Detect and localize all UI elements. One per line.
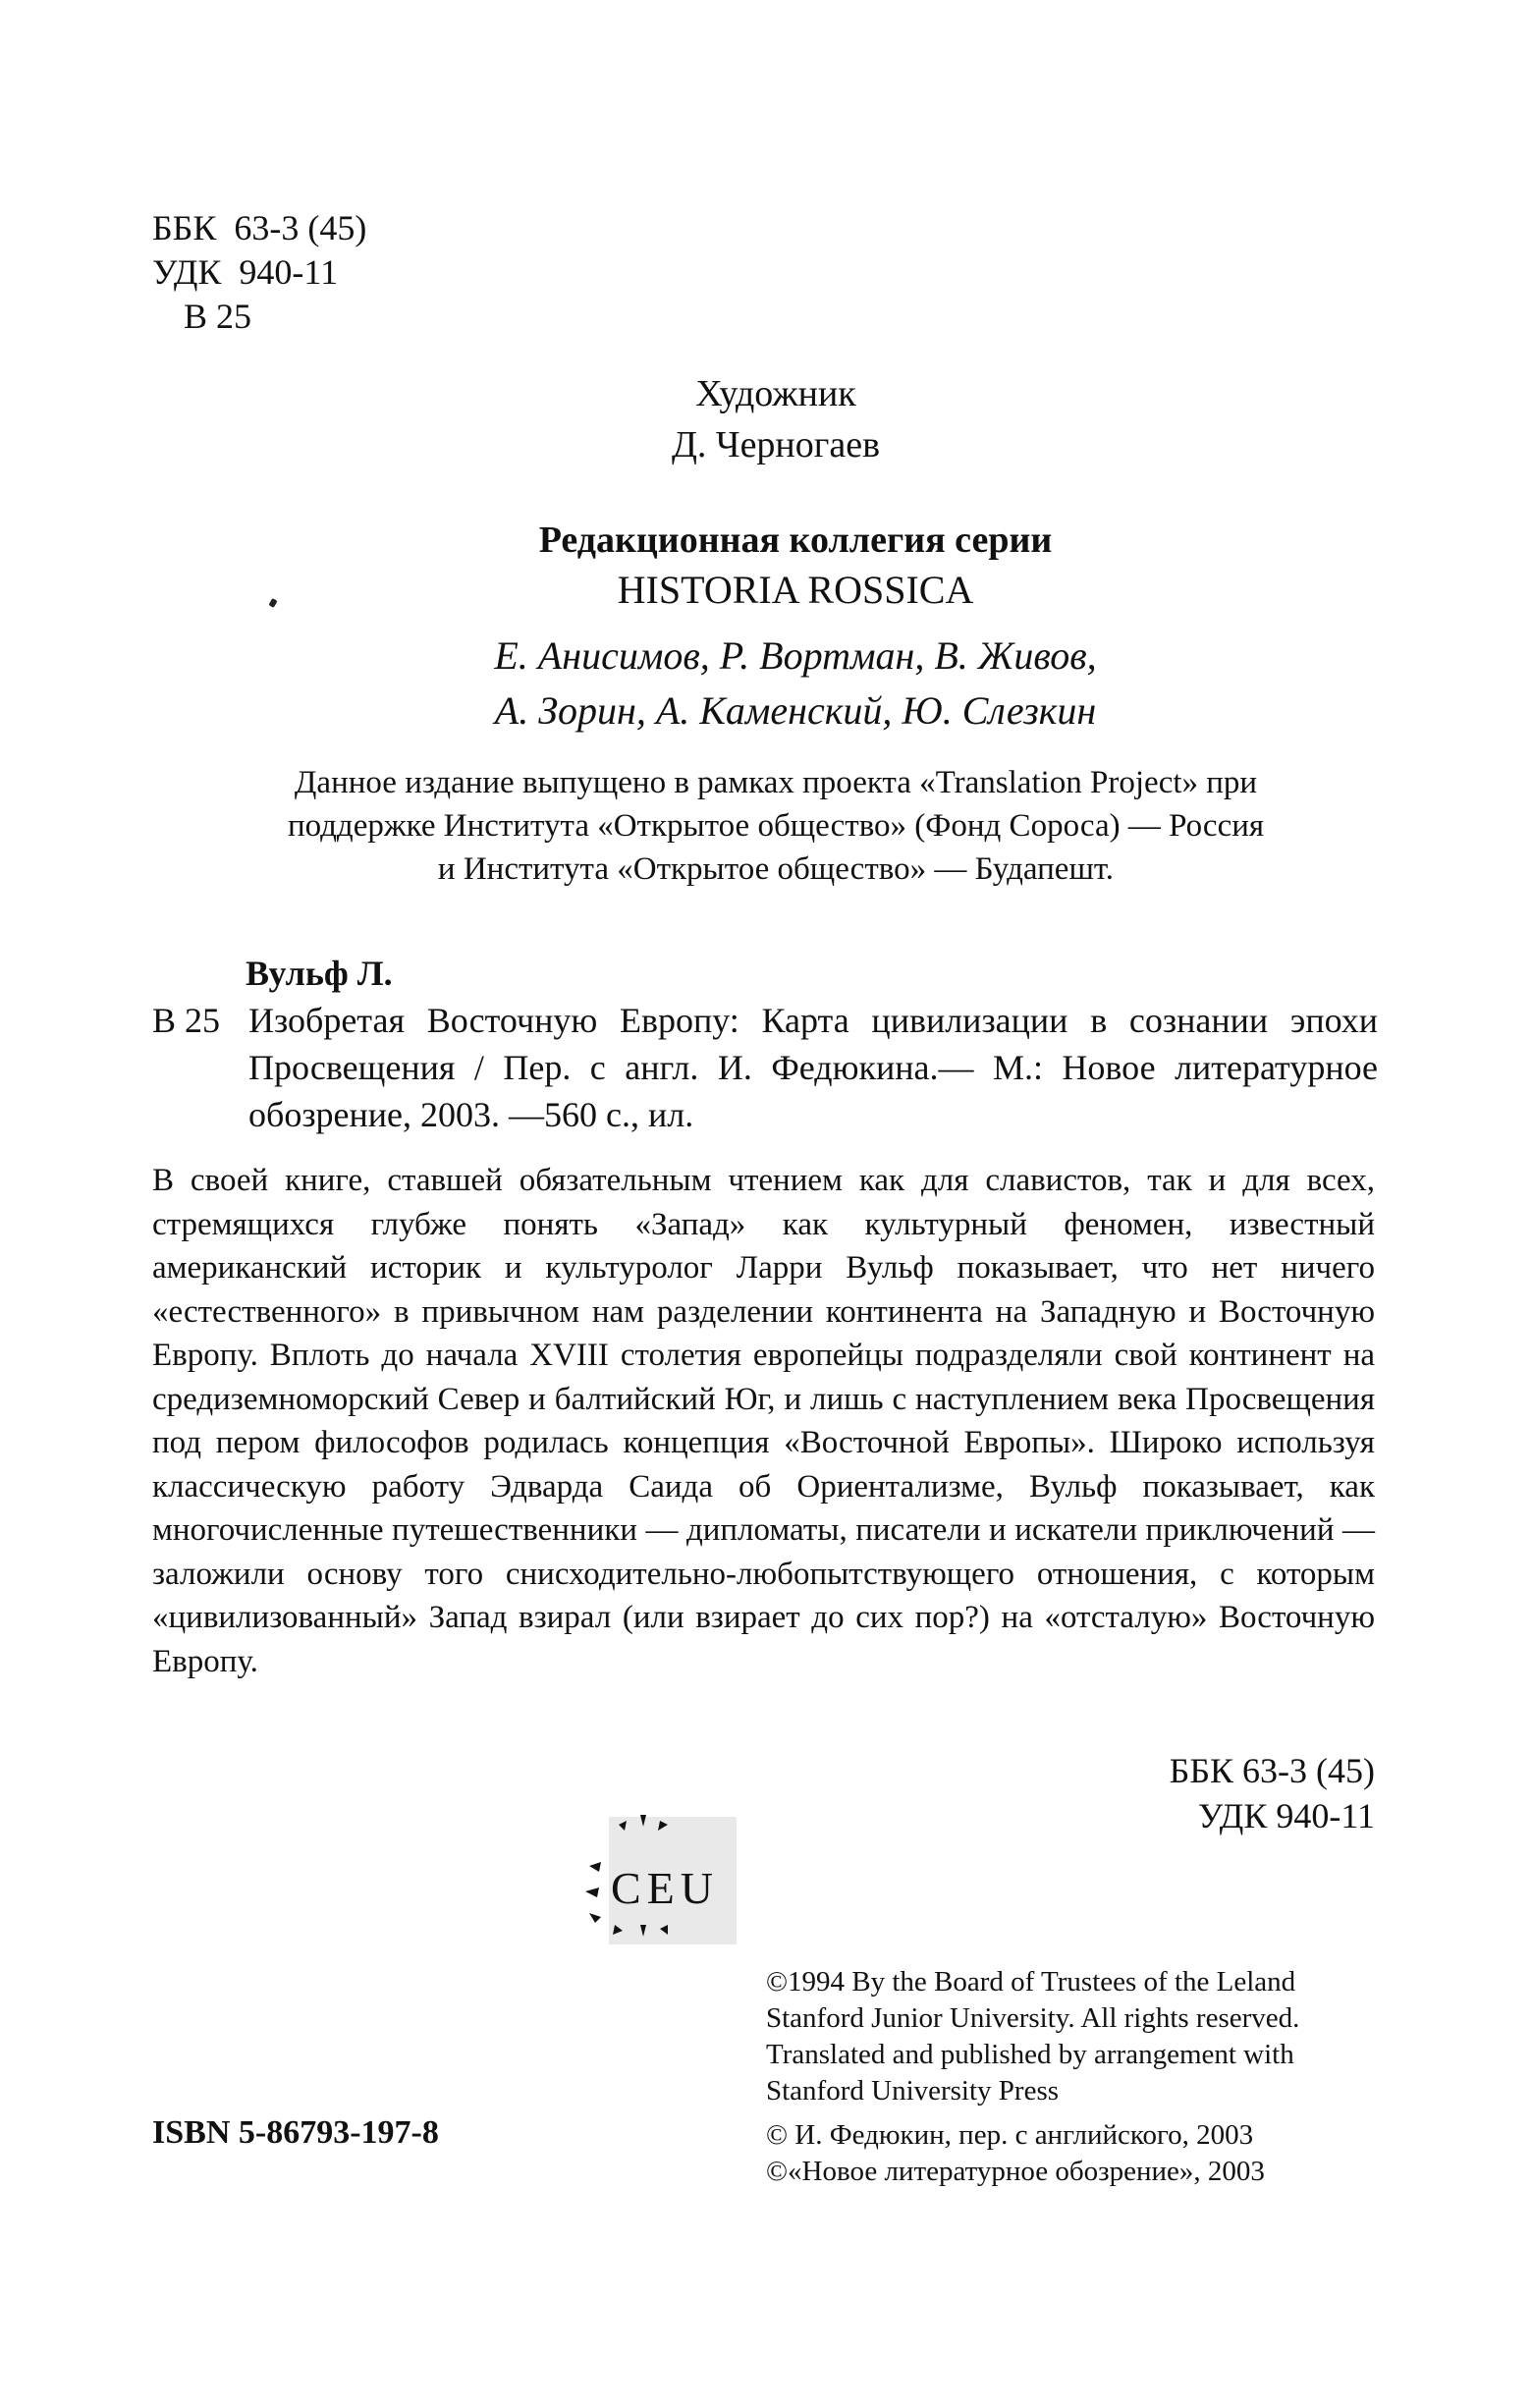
funding-line-3: и Института «Открытое общество» — Будапешт. bbox=[437, 851, 1115, 887]
copyright-stanford-2: Stanford Junior University. All rights reserved. bbox=[766, 2002, 1300, 2034]
isbn: ISBN 5-86793-197-8 bbox=[152, 2114, 439, 2151]
udk-code-right: УДК 940-11 bbox=[1197, 1796, 1375, 1835]
artist-label: Художник bbox=[695, 373, 856, 414]
abstract bbox=[152, 1159, 1375, 1683]
bibliography-author: Вульф Л. bbox=[246, 954, 393, 993]
bibliography-code: В 25 bbox=[152, 1001, 221, 1040]
artist-name: Д. Черногаев bbox=[671, 424, 881, 465]
classification-codes-right bbox=[1170, 1748, 1375, 1838]
ceu-logo bbox=[550, 1807, 746, 1954]
copyright-translation: © И. Федюкин, пер. с английского, 2003 bbox=[766, 2119, 1254, 2151]
artist-credit bbox=[0, 368, 1532, 470]
bbk-code: ББК 63-3 (45) bbox=[152, 208, 367, 247]
copyright-block bbox=[766, 1964, 1395, 2190]
bibliography-entry: Изобретая Восточную Европу: Карта цивилизации в сознании эпохи Просвещения / Пер. с англ. И. Федюкина.— М.: Новое литературное обозрение, 2003. —560 с., ил. bbox=[248, 1001, 1378, 1134]
members-line-1: Е. Анисимов, Р. Вортман, В. Живов, bbox=[494, 633, 1097, 678]
funding-line-1: Данное издание выпущено в рамках проекта «Translation Project» при bbox=[294, 765, 1258, 800]
copyright-stanford-4: Stanford University Press bbox=[766, 2075, 1060, 2107]
bbk-code-right: ББК 63-3 (45) bbox=[1169, 1751, 1375, 1790]
copyright-publisher: ©«Новое литературное обозрение», 2003 bbox=[766, 2156, 1265, 2187]
ceu-logo-text: CEU bbox=[611, 1863, 719, 1913]
copyright-stanford-1: ©1994 By the Board of Trustees of the Leland bbox=[766, 1966, 1296, 1998]
editorial-board-title: Редакционная коллегия серии bbox=[538, 520, 1053, 561]
classification-codes bbox=[152, 206, 366, 339]
funding-note bbox=[177, 761, 1375, 891]
copyright-stanford-3: Translated and published by arrangement with bbox=[766, 2039, 1294, 2070]
udk-code: УДК 940-11 bbox=[152, 252, 339, 292]
series-name: HISTORIA ROSSICA bbox=[617, 568, 974, 612]
abstract-text: В своей книге, ставшей обязательным чтением как для славистов, так и для всех, стремящихся глубже понять «Запад» как культурный феномен, известный американский историк и культуролог Ларри Вульф показывает, что нет ничего «естественного» в привычном нам разделении континента на Западную и Восточную Европу. Вплоть до начала XVIII столетия европейцы подразделяли свой континент на средиземноморский Север и балтийский Юг, и лишь с наступлением века Просвещения под пером философов родилась концепция «Восточной Европы». Широко используя классическую работу Эдварда Саида об Ориентализме, Вульф показывает, как многочисленные путешественники — дипломаты, писатели и искатели приключений — заложили основу того снисходительно-любопытствующего отношения, с которым «цивилизованный» Запад взирал (или взирает до сих пор?) на «отсталую» Восточную Европу. bbox=[152, 1163, 1375, 1679]
editorial-board-members bbox=[0, 629, 1532, 739]
members-line-2: А. Зорин, А. Каменский, Ю. Слезкин bbox=[494, 688, 1097, 733]
author-mark-code: В 25 bbox=[184, 297, 252, 336]
funding-line-2: поддержке Института «Открытое общество» (Фонд Сороса) — Россия bbox=[287, 808, 1265, 844]
ceu-logo-icon bbox=[550, 1807, 746, 1954]
